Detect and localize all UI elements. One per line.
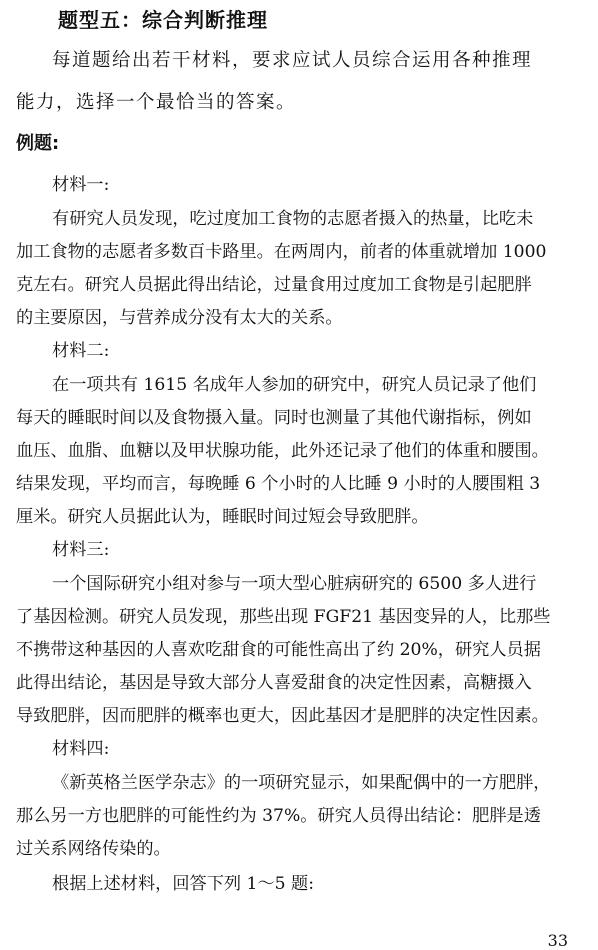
material-label: 材料三:: [52, 540, 110, 560]
question-prompt: 根据上述材料，回答下列 1～5 题:: [52, 874, 315, 894]
material-text-line: 《新英格兰医学杂志》的一项研究显示，如果配偶中的一方肥胖，: [52, 773, 551, 793]
material-text-line: 不携带这种基因的人喜欢吃甜食的可能性高出了约 20%，研究人员据: [16, 640, 541, 660]
material-text-line: 的主要原因，与营养成分没有太大的关系。: [16, 308, 343, 328]
material-text-line: 一个国际研究小组对参与一项大型心脏病研究的 6500 多人进行: [52, 574, 537, 594]
material-text-line: 每天的睡眠时间以及食物摄入量。同时也测量了其他代谢指标，例如: [16, 408, 532, 428]
material-label: 材料四:: [52, 739, 110, 759]
intro-line: 每道题给出若干材料，要求应试人员综合运用各种推理: [52, 50, 533, 71]
material-text-line: 结果发现，平均而言，每晚睡 6 个小时的人比睡 9 小时的人腰围粗 3: [16, 474, 541, 494]
material-text-line: 克左右。研究人员据此得出结论，过量食用过度加工食物是引起肥胖: [16, 275, 532, 295]
section-title: 题型五：综合判断推理: [58, 8, 268, 32]
material-text-line: 在一项共有 1615 名成年人参加的研究中，研究人员记录了他们: [52, 375, 537, 395]
material-text-line: 导致肥胖，因而肥胖的概率也更大，因此基因才是肥胖的决定性因素。: [16, 706, 549, 726]
material-label: 材料二:: [52, 341, 110, 361]
material-text-line: 有研究人员发现，吃过度加工食物的志愿者摄入的热量，比吃未: [52, 209, 534, 229]
material-text-line: 了基因检测。研究人员发现，那些出现 FGF21 基因变异的人，比那些: [16, 607, 551, 627]
intro-line: 能力，选择一个最恰当的答案。: [16, 92, 297, 113]
material-text-line: 此得出结论，基因是导致大部分人喜爱甜食的决定性因素，高糖摄入: [16, 673, 532, 693]
page-number: 33: [547, 931, 568, 950]
material-text-line: 血压、血脂、血糖以及甲状腺功能，此外还记录了他们的体重和腰围。: [16, 441, 549, 461]
material-label: 材料一:: [52, 175, 110, 195]
material-text-line: 那么另一方也肥胖的可能性约为 37%。研究人员得出结论：肥胖是透: [16, 806, 541, 826]
material-text-line: 加工食物的志愿者多数百卡路里。在两周内，前者的体重就增加 1000: [16, 242, 547, 262]
example-heading: 例题:: [16, 133, 60, 154]
material-text-line: 过关系网络传染的。: [16, 839, 171, 859]
material-text-line: 厘米。研究人员据此认为，睡眠时间过短会导致肥胖。: [16, 507, 429, 527]
